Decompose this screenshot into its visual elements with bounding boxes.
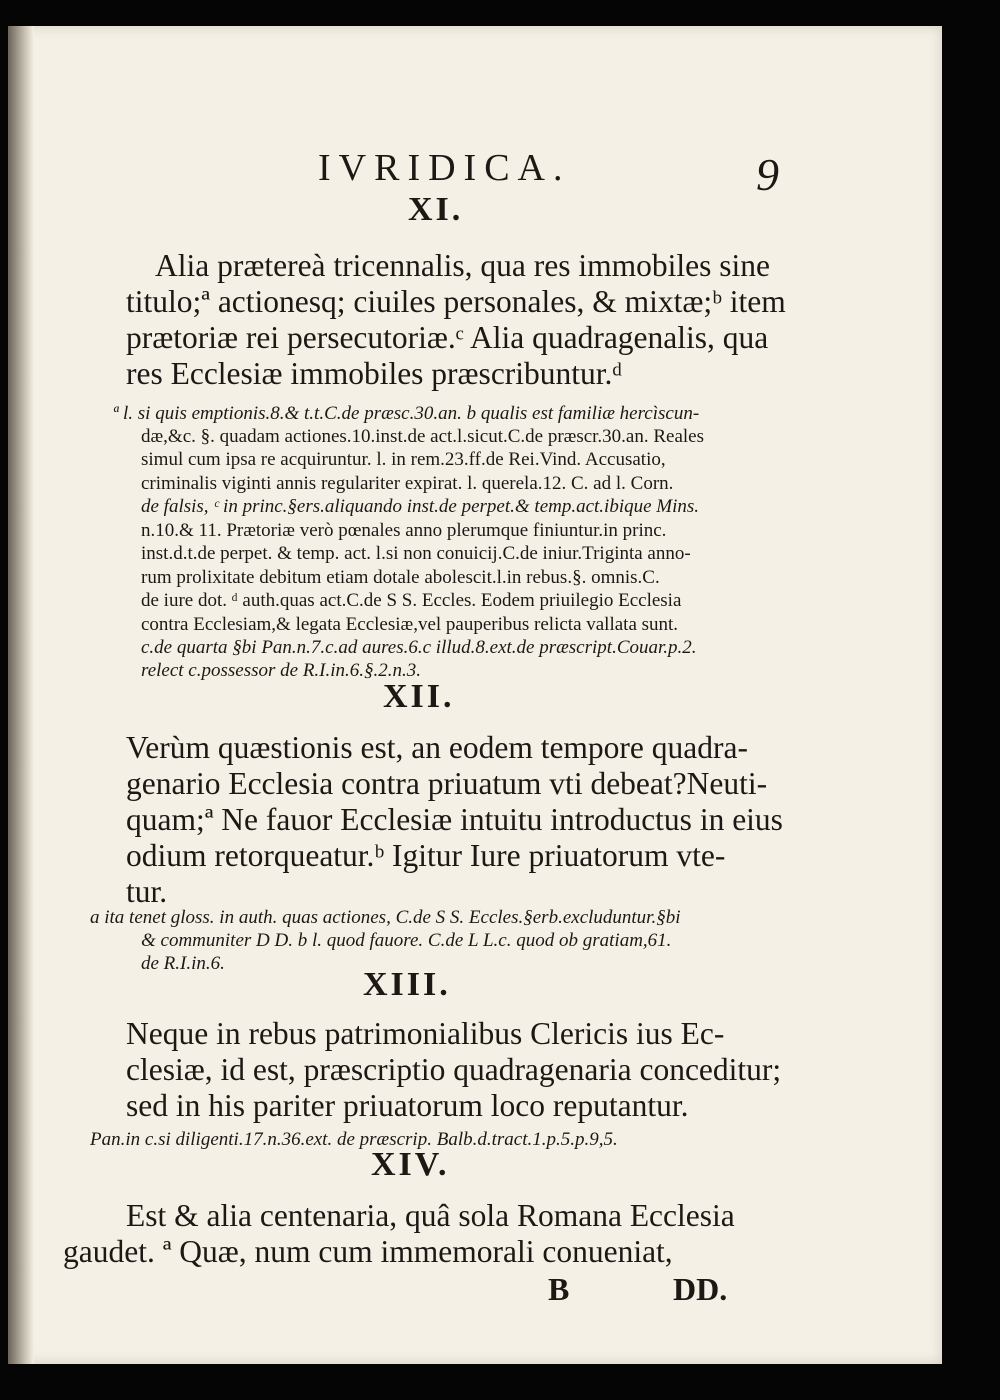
running-title: IVRIDICA. [318, 147, 571, 189]
footnote-line: rum prolixitate debitum etiam dotale abolescit.l.in rebus.§. omnis.C. [141, 567, 660, 588]
main-line: Verùm quæstionis est, an eodem tempore quadra- [126, 730, 748, 765]
page-number: 9 [756, 149, 779, 200]
footnote-line: inst.d.t.de perpet. & temp. act. l.si non conuicij.C.de iniur.Triginta anno- [141, 543, 691, 564]
footnote-line: de R.I.in.6. [141, 953, 225, 974]
page-gutter [8, 26, 34, 1364]
footnote-line: contra Ecclesiam,& legata Ecclesiæ,vel pauperibus relicta vallata sunt. [141, 614, 679, 635]
main-line: res Ecclesiæ immobiles præscribuntur.ᵈ [126, 356, 623, 391]
footnote-line: a ita tenet gloss. in auth. quas actiones, C.de S S. Eccles.§erb.excluduntur.§bi [90, 907, 681, 928]
main-line: genario Ecclesia contra priuatum vti debeat?Neuti- [126, 766, 768, 801]
footnote-line: relect c.possessor de R.I.in.6.§.2.n.3. [141, 660, 422, 681]
signature-mark: B [548, 1271, 570, 1307]
section-numeral: XII. [383, 678, 455, 715]
main-line: titulo;ª actionesq; ciuiles personales, & mixtæ;ᵇ item [126, 284, 786, 319]
catchword: DD. [673, 1271, 728, 1307]
footnote-line: Pan.in c.si diligenti.17.n.36.ext. de præscrip. Balb.d.tract.1.p.5.p.9,5. [90, 1129, 618, 1150]
footnote-line: simul cum ipsa re acquiruntur. l. in rem.23.ff.de Rei.Vind. Accusatio, [141, 449, 666, 470]
section-numeral: XIII. [363, 966, 451, 1003]
footnote-line: & communiter D D. b l. quod fauore. C.de L L.c. quod ob gratiam,61. [141, 930, 672, 951]
main-line: Alia prætereà tricennalis, qua res immobiles sine [155, 248, 770, 283]
footnote-line: de falsis, ᶜ in princ.§ers.aliquando inst.de perpet.& temp.act.ibique Mins. [141, 496, 700, 517]
main-line: prætoriæ rei persecutoriæ.ᶜ Alia quadragenalis, qua [126, 320, 769, 355]
footnote-line: criminalis viginti annis regulariter expirat. l. querela.12. C. ad l. Corn. [141, 473, 674, 494]
main-line: sed in his pariter priuatorum loco reputantur. [126, 1088, 689, 1123]
main-line: clesiæ, id est, præscriptio quadragenaria conceditur; [126, 1052, 782, 1087]
main-line: odium retorqueatur.ᵇ Igitur Iure priuatorum vte- [126, 838, 726, 873]
main-line: Est & alia centenaria, quâ sola Romana Ecclesia [126, 1198, 735, 1233]
main-line: quam;ª Ne fauor Ecclesiæ intuitu introductus in eius [126, 802, 783, 837]
main-line: gaudet. ª Quæ, num cum immemorali conueniat, [63, 1234, 673, 1269]
footnote-line: dæ,&c. §. quadam actiones.10.inst.de act.l.sicut.C.de præscr.30.an. Reales [141, 426, 705, 447]
footnote-line: de iure dot. ᵈ auth.quas act.C.de S S. Eccles. Eodem priuilegio Ecclesia [141, 590, 682, 611]
section-numeral: XI. [408, 191, 464, 228]
book-page [8, 26, 942, 1364]
footnote-line: n.10.& 11. Prætoriæ verò pœnales anno plerumque finiuntur.in princ. [141, 520, 667, 541]
main-line: Neque in rebus patrimonialibus Clericis ius Ec- [126, 1016, 725, 1051]
footnote-line: c.de quarta §bi Pan.n.7.c.ad aures.6.c illud.8.ext.de præscript.Couar.p.2. [141, 637, 697, 658]
main-line: tur. [126, 874, 168, 909]
footnote-line: ª l. si quis emptionis.8.& t.t.C.de præsc.30.an. b qualis est familiæ hercìscun- [113, 403, 700, 424]
section-numeral: XIV. [371, 1146, 450, 1183]
